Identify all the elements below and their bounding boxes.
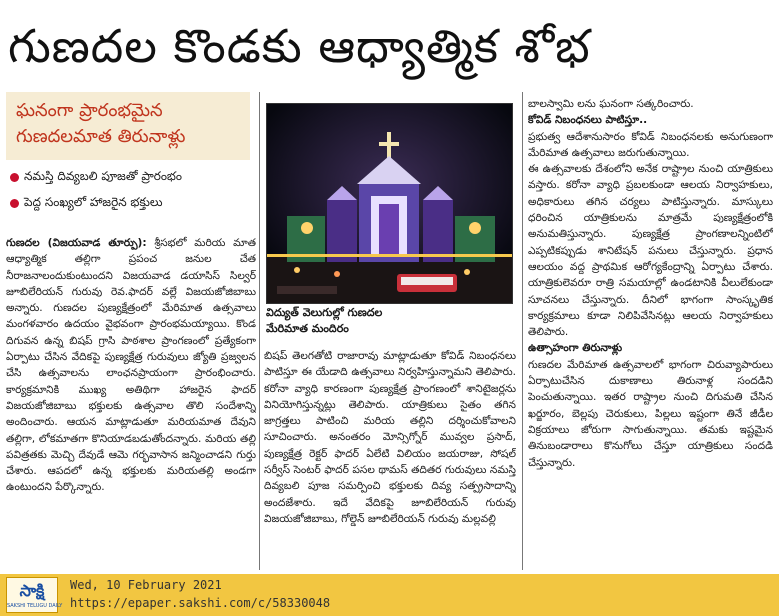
article-body-text: శ్రీసభలో మరియ మాత ఆధ్యాత్మిక తల్లిగా ప్రపంచ జనుల చేత నీరాజనాలందుకుంటుందని విజయవాడ డయాసిస్ సిల్వర్ జూబిలేరియన్ గురువు రెవ.ఫాదర్ వల్లే విజయజోజిబాబు అన్నారు. గుణదల పుణ్యక్షేత్రంలో మేరిమాత ఉత్సవాలు మంగళవారం ఉదయం వైభవంగా ప్రారంభమయ్యాయి. కొండ దిగువన ఉన్న బిషప్ గ్రాసి పాఠశాల ప్రాంగణంలో ప్రత్యేకంగా ఏర్పాటు చేసిన వేదికపై పుణ్యక్షేత్ర గురువులు జ్యోతి ప్రజ్వలన చేసి ఉత్సవాలను లాంఛనప్రాయంగా ప్రారంభించారు. కార్యక్రమానికి ముఖ్య అతిథిగా హాజరైన ఫాదర్ విజయజోజిబాబు భక్తులకు ఉత్సవాల తొలి సందేశాన్ని అందించారు. ఆయన మాట్లాడుతూ మరియమాత దేవుని తల్లిగా, లోకమాతగా కొనియాడబడుతోందన్నారు. మరియ తల్లి పవిత్రతకు మెచ్చి దేవుడే ఆమె గర్భవాసాన జన్మించాడని గుర్తు చేశారు. ఆపదలో ఉన్న భక్తులకు మరియతల్లి అండగా ఉంటుందని పేర్కొన్నారు.	[6, 237, 256, 494]
bullet-text: నమస్తి దివ్యబలి పూజతో ప్రారంభం	[24, 168, 183, 183]
red-bullet-dot-icon	[10, 173, 19, 182]
article-paragraph	[6, 235, 256, 496]
publication-date: Wed, 10 February 2021	[70, 578, 222, 592]
article-paragraph: ప్రభుత్వ ఆదేశానుసారం కోవిడ్ నిబంధనలకు అనుగుణంగా మేరిమాత ఉత్సవాలు జరుగుతున్నాయి.	[528, 130, 773, 159]
dateline: గుణదల (విజయవాడ తూర్పు):	[6, 237, 147, 249]
article-column-2	[264, 348, 516, 570]
logo-subtext: SAKSHI TELUGU DAILY	[7, 603, 63, 609]
red-bullet-dot-icon	[10, 199, 19, 208]
subheading: కోవిడ్ నిబంధనలు పాటిస్తూ..	[528, 114, 648, 127]
logo-text: సాక్షి	[19, 581, 45, 600]
subheading: ఉత్సాహంగా తిరునాళ్లు	[528, 342, 623, 355]
photo-caption	[266, 305, 516, 337]
kicker-box	[6, 92, 250, 160]
footer-bar	[0, 574, 779, 616]
bullet-item	[6, 164, 256, 190]
column-divider	[522, 92, 523, 570]
photo-caption-line-2: మేరిమాత మందిరం	[266, 322, 349, 335]
bullet-item	[6, 190, 256, 216]
headline: గుణదల కొండకు ఆధ్యాత్మిక శోభ	[8, 19, 591, 73]
article-paragraph: బాలస్వామి లను ఘనంగా సత్కరించారు.	[528, 98, 694, 110]
kicker-line-2: గుణదలమాత తిరునాళ్లు	[16, 126, 186, 147]
column-divider	[259, 92, 260, 570]
article-column-3	[528, 96, 773, 570]
photo-caption-line-1: విద్యుత్ వెలుగుల్లో గుణదల	[266, 306, 383, 319]
epaper-url-link[interactable]: https://epaper.sakshi.com/c/58330048	[70, 596, 331, 610]
bullet-text: పెద్ద సంఖ్యలో హాజరైన భక్తులు	[24, 194, 163, 209]
article-paragraph: బిషప్ తెలగతోటి రాజారావు మాట్లాడుతూ కోవిడ్ నిబంధనలు పాటిస్తూ ఈ యేడాది ఉత్సవాలు నిర్వహిస్తున్నామని తెలిపారు. కరోనా వ్యాధి కారణంగా పుణ్యక్షేత్ర ప్రాంగణంలో శానిటైజర్లను వినియోగిస్తున్నట్లు తెలిపారు. యాత్రికులు సైతం తగిన జాగ్రత్తలు పాటించి మరియ తల్లిని దర్శించుకోవాలని సూచించారు. అనంతరం మోన్సిగ్నోర్ మువ్వల ప్రసాద్, పుణ్యక్షేత్ర రెక్టర్ ఫాదర్ ఏలేటి విలియం జయరాజు, సోషల్ సర్వీస్ సెంటర్ ఫాదర్ పసల థామస్ తదితర గురువులు నమస్తి దివ్యబలి పూజ సమర్పించి భక్తులకు దివ్య సత్ప్రసాదాన్ని అందజేశారు. ఇదే వేదికపై జూబిలేరియన్ గురువు విజయజోజిబాబు, గోల్డెన్ జూబిలేరియన్ గురువు మల్లవల్లి	[264, 350, 516, 525]
bullet-list	[6, 164, 256, 216]
photo-church-night	[266, 103, 513, 304]
article-column-1	[6, 235, 256, 570]
kicker-line-1: ఘనంగా ప్రారంభమైన	[16, 100, 163, 121]
sakshi-logo[interactable]	[6, 577, 63, 613]
article-paragraph: గుణదల మేరిమాత ఉత్సవాలలో భాగంగా చిరువ్యాపారులు ఏర్పాటుచేసిన దుకాణాలు తిరునాళ్ల సందడిని పెంచుతున్నాయి. ఇతర రాష్ట్రాల నుంచి దిగుమతి చేసిన ఖర్జూరం, బెల్లపు చెరుకులు, పిల్లలు ఇష్టంగా తినే జీడీల విక్రయాలు జోరుగా సాగుతున్నాయి. తమకు ఇష్టమైన తినుబండారాలు కొనుగోలు చేస్తూ యాత్రికులు సందడి చేస్తున్నారు.	[528, 358, 773, 469]
article-paragraph: ఈ ఉత్సవాలకు దేశంలోని అనేక రాష్ట్రాల నుంచి యాత్రికులు వస్తారు. కరోనా వ్యాధి ప్రబలకుండా ఆలయ నిర్వాహకులు, అధికారులు తగిన చర్యలు పాటిస్తున్నారు. మాస్కులు ధరించిన యాత్రికులను మాత్రమే పుణ్యక్షేత్రంలోకి అనుమతిస్తున్నారు. పుణ్యక్షేత్ర ప్రాంగణాలన్నింటిలో ఎప్పటికప్పుడు శానిటేషన్ పనులు చేస్తున్నారు. ప్రధాన ఆలయం వద్ద ప్రాథమిక ఆరోగ్యకేంద్రాన్ని ఏర్పాటు చేశారు. యాత్రికులెవరూ రాత్రి సమయాల్లో ఉండటానికి వీలులేకుండా సూచనలు చేస్తున్నారు. దీనిలో భాగంగా సాంస్కృతిక కార్యక్రమాలు కూడా నిలిపివేసినట్లు ఆలయ నిర్వాహకులు తెలిపారు.	[528, 163, 773, 339]
